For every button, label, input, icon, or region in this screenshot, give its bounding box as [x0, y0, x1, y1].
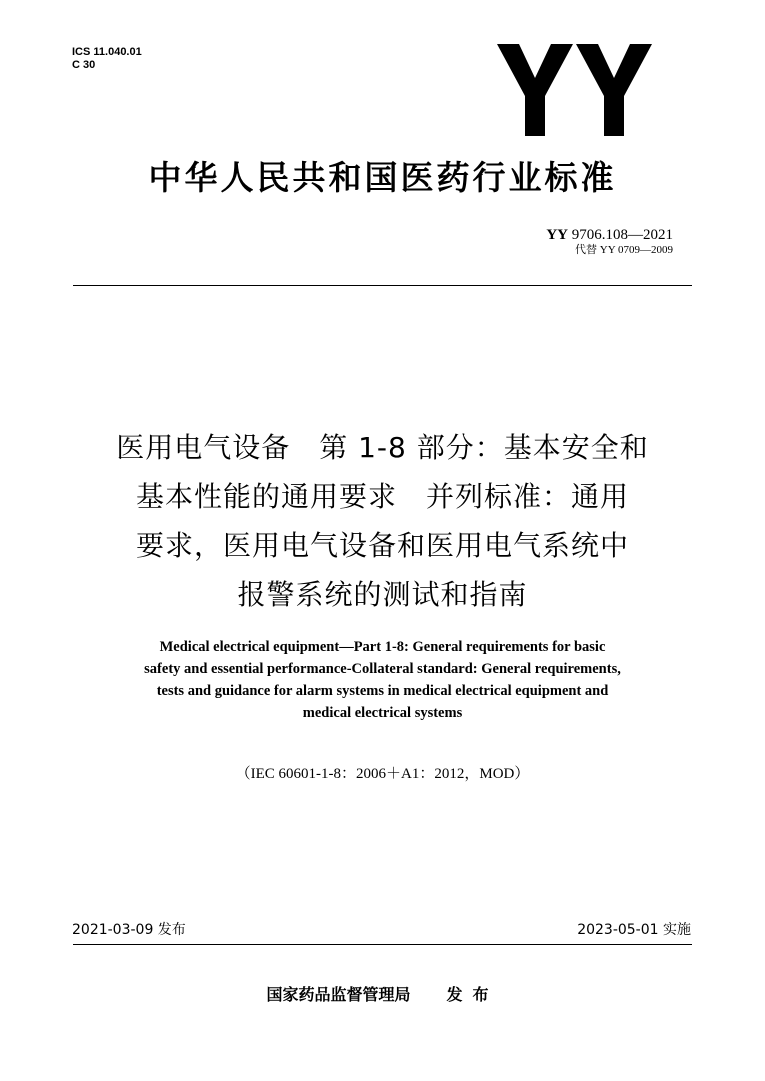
chinese-title — [40, 423, 725, 619]
iec-reference: （IEC 60601-1-8：2006＋A1：2012，MOD） — [235, 766, 530, 782]
ics-code: ICS 11.040.01 — [72, 46, 142, 58]
standard-prefix: YY — [546, 227, 568, 243]
implementation-date: 2023-05-01 实施 — [577, 922, 691, 938]
footer-divider — [73, 944, 692, 945]
english-title-line: safety and essential performance-Collateral standard: General requirements, — [144, 661, 621, 677]
issuing-authority — [60, 985, 705, 1005]
issuer-name: 国家药品监督管理局 — [266, 985, 411, 1004]
english-title — [70, 636, 695, 724]
ics-classification — [72, 46, 142, 72]
chinese-title-line: 医用电气设备 第 1-8 部分：基本安全和 — [116, 431, 649, 464]
replaces-standard: 代替 YY 0709—2009 — [575, 244, 673, 256]
issuer-action: 发布 — [446, 985, 499, 1004]
chinese-title-line: 基本性能的通用要求 并列标准：通用 — [135, 480, 629, 513]
issue-date: 2021-03-09 发布 — [72, 922, 186, 938]
standard-category-title: 中华人民共和国医药行业标准 — [148, 158, 617, 197]
header-divider — [73, 285, 692, 286]
chinese-title-line: 要求，医用电气设备和医用电气系统中 — [135, 529, 629, 562]
english-title-line: medical electrical systems — [302, 705, 463, 721]
english-title-line: Medical electrical equipment—Part 1-8: General requirements for basic — [159, 639, 606, 655]
ccs-code: C 30 — [72, 59, 96, 71]
standard-number: 9706.108—2021 — [571, 227, 673, 243]
english-title-line: tests and guidance for alarm systems in medical electrical equipment and — [156, 683, 609, 699]
yy-logo — [497, 44, 652, 136]
standard-code — [546, 226, 673, 244]
standard-number-block — [546, 226, 673, 257]
chinese-title-line: 报警系统的测试和指南 — [237, 578, 528, 611]
